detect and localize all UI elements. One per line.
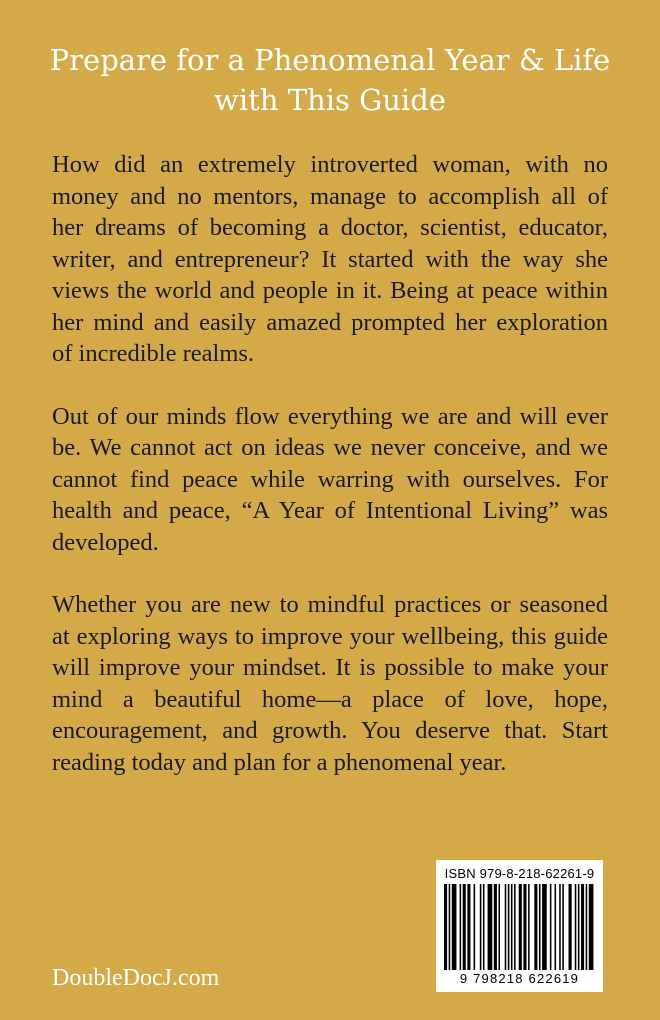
barcode-bar — [528, 884, 530, 970]
barcode-bar — [467, 884, 470, 970]
blurb-line: mind a beautiful home—a place of love, hope, — [52, 685, 608, 713]
barcode-digits: 9 798218 622619 — [459, 971, 580, 986]
blurb-line: encouragement, and growth. You deserve that. Start — [52, 717, 608, 744]
isbn-label: ISBN 979-8-218-62261-9 — [444, 866, 595, 881]
barcode-bar — [460, 884, 462, 970]
blurb-line: developed. — [52, 528, 159, 556]
barcode-bar — [578, 884, 580, 970]
barcode-bar — [514, 884, 516, 970]
blurb-paragraph-1 — [52, 149, 608, 370]
barcode-bar — [539, 884, 541, 970]
website-url: DoubleDocJ.com — [52, 965, 220, 991]
blurb-line: of incredible realms. — [52, 340, 255, 367]
barcode-bar — [575, 884, 577, 970]
barcode-bar — [534, 884, 537, 970]
blurb-line: be. We cannot act on ideas we never conceive, and we — [52, 434, 608, 461]
barcode-bar — [483, 884, 485, 970]
blurb-line: her mind and easily amazed prompted her exploration — [52, 308, 608, 336]
cover-headline — [20, 40, 640, 120]
headline-line-1: Prepare for a Phenomenal Year & Life — [49, 43, 611, 77]
barcode-bar — [498, 884, 500, 970]
barcode-bar — [474, 884, 476, 970]
barcode-bars — [444, 884, 595, 970]
barcode-bar — [523, 884, 526, 970]
blurb-line: her dreams of becoming a doctor, scientist, educator, — [52, 214, 608, 241]
blurb-line: How did an extremely introverted woman, with no — [52, 151, 608, 178]
barcode-bar — [480, 884, 482, 970]
blurb-line: will improve your mindset. It is possible to make your — [52, 654, 608, 681]
headline-line-2: with This Guide — [214, 83, 446, 117]
barcode-bar — [494, 884, 497, 970]
barcode-bar — [562, 884, 564, 970]
barcode-bar — [463, 884, 466, 970]
blurb-line: at exploring ways to improve your wellbeing, this guide — [52, 622, 608, 650]
barcode-bar — [569, 884, 572, 970]
barcode-bar — [542, 884, 547, 970]
barcode-bar — [508, 884, 510, 970]
barcode-bar — [444, 884, 447, 970]
barcode-bar — [452, 884, 457, 970]
barcode-bar — [488, 884, 493, 970]
barcode-bar — [505, 884, 507, 970]
blurb-paragraph-3 — [52, 589, 608, 778]
isbn-barcode — [436, 860, 603, 992]
barcode-bar — [559, 884, 561, 970]
barcode-bar — [586, 884, 588, 970]
barcode-bar — [555, 884, 557, 970]
blurb-line: health and peace, “A Year of Intentional Living” was — [52, 497, 608, 524]
blurb-line: reading today and plan for a phenomenal year. — [52, 748, 507, 776]
barcode-bar — [511, 884, 513, 970]
barcode-bar — [519, 884, 522, 970]
barcode-bar — [449, 884, 451, 970]
barcode-bar — [550, 884, 552, 970]
blurb-line: cannot find peace while warring with ourselves. For — [52, 465, 608, 493]
barcode-bar — [589, 884, 594, 970]
barcode-bar — [581, 884, 584, 970]
blurb-line: Whether you are new to mindful practices or seasoned — [52, 591, 608, 618]
blurb-line: Out of our minds flow everything we are and will ever — [52, 402, 608, 430]
blurb-paragraph-2 — [52, 401, 608, 559]
blurb-line: writer, and entrepreneur? It started with the way she — [52, 245, 608, 273]
blurb-line: views the world and people in it. Being at peace within — [52, 277, 608, 304]
blurb-line: money and no mentors, manage to accomplish all of — [52, 182, 608, 210]
blurb — [52, 149, 608, 809]
